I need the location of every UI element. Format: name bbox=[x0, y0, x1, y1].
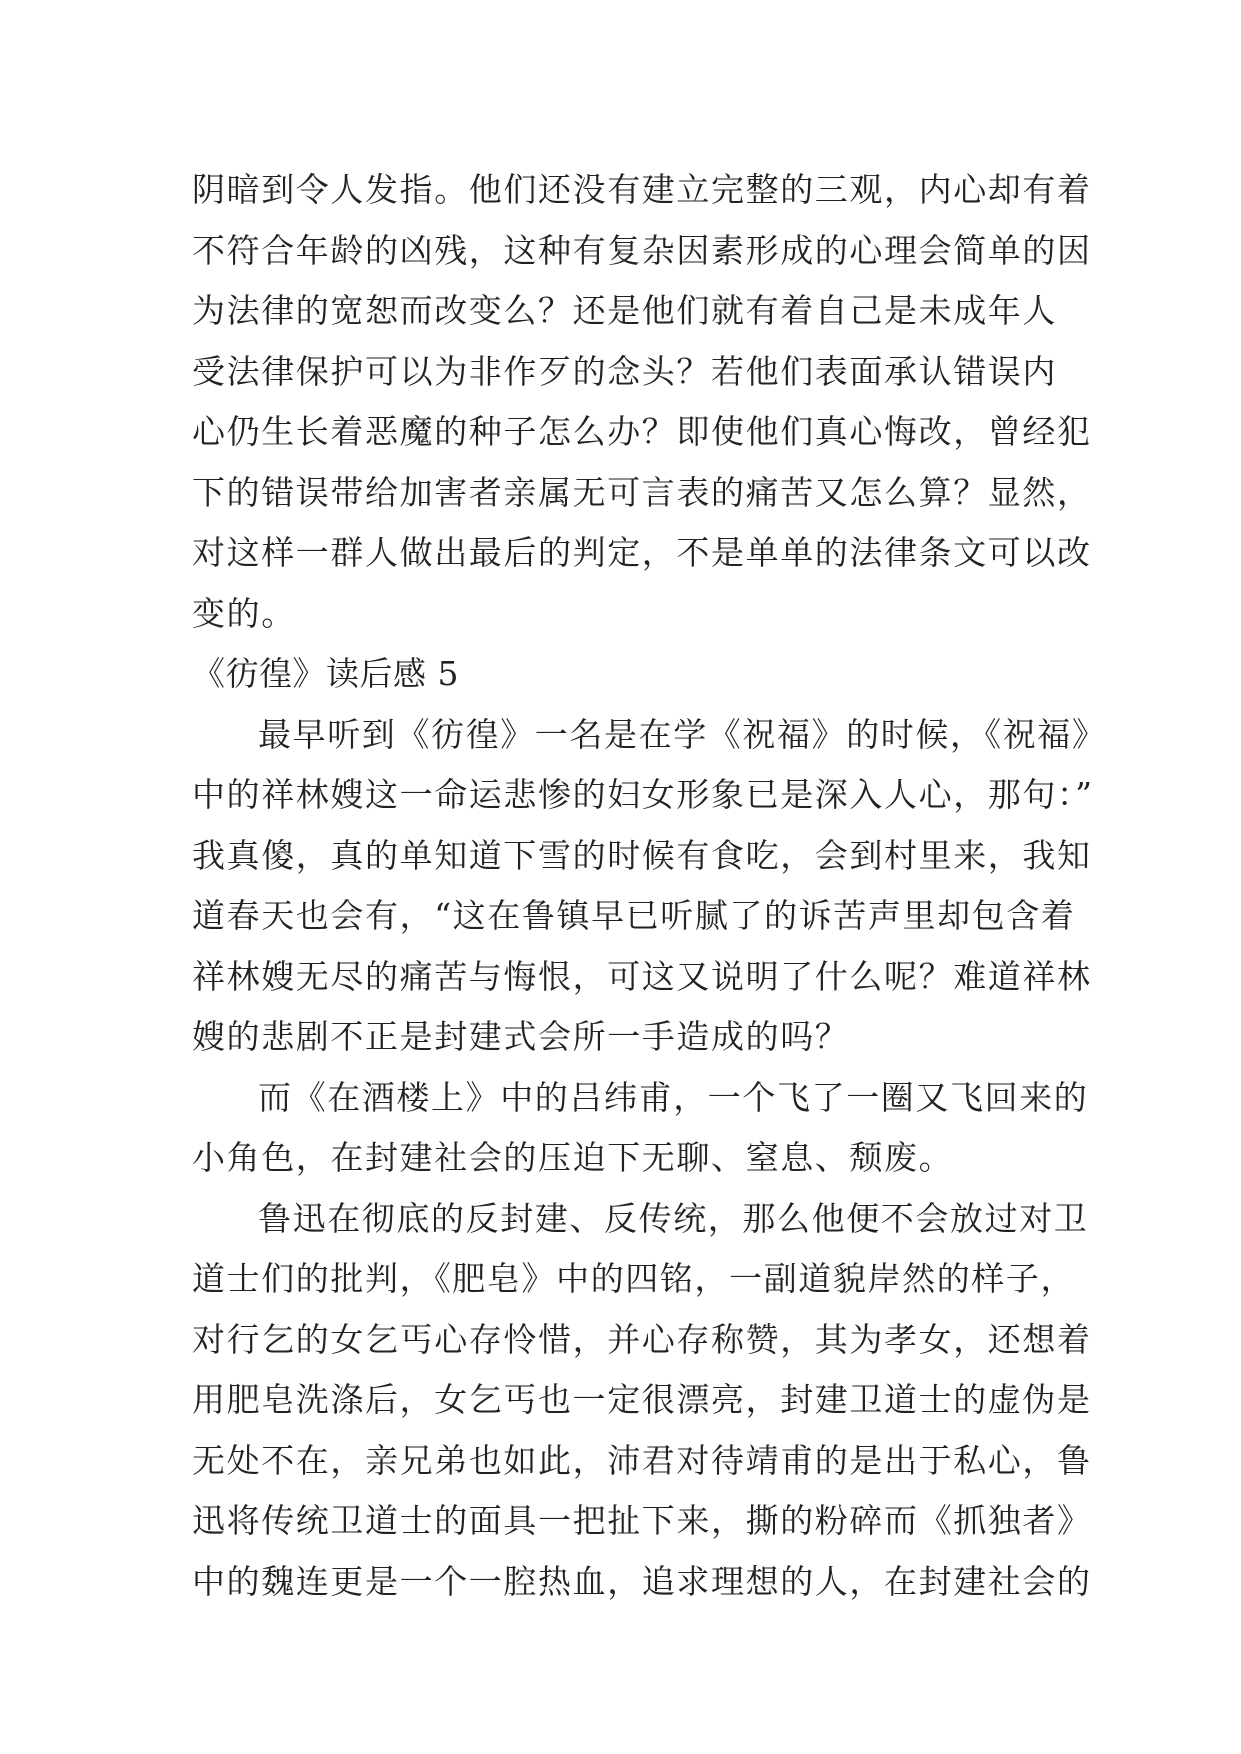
text-line: 变的。 bbox=[192, 593, 296, 633]
text-line: 我真傻，真的单知道下雪的时候有食吃，会到村里来，我知 bbox=[192, 835, 1092, 875]
text-line: 无处不在，亲兄弟也如此，沛君对待靖甫的是出于私心，鲁 bbox=[192, 1440, 1092, 1480]
text-line: 道春天也会有，“这在鲁镇早已听腻了的诉苦声里却包含着 bbox=[192, 896, 1076, 935]
text-line: 阴暗到令人发指。他们还没有建立完整的三观，内心却有着 bbox=[192, 170, 1092, 209]
text-line: 迅将传统卫道士的面具一把扯下来，撕的粉碎而《抓独者》 bbox=[192, 1501, 1092, 1540]
text-line: 嫂的悲剧不正是封建式会所一手造成的吗？ bbox=[192, 1017, 850, 1056]
paragraph-first-line: 最早听到《彷徨》一名是在学《祝福》的时候，《祝福》 bbox=[258, 714, 1107, 754]
text-line: 下的错误带给加害者亲属无可言表的痛苦又怎么算？显然， bbox=[192, 472, 1092, 512]
section-title: 《彷徨》读后感 5 bbox=[192, 654, 459, 693]
document-body bbox=[192, 160, 1107, 1612]
text-line: 心仍生长着恶魔的种子怎么办？即使他们真心悔改，曾经犯 bbox=[192, 412, 1092, 451]
text-line: 祥林嫂无尽的痛苦与悔恨，可这又说明了什么呢？难道祥林 bbox=[192, 956, 1092, 996]
text-line: 为法律的宽恕而改变么？还是他们就有着自己是未成年人 bbox=[192, 291, 1057, 330]
text-line: 中的祥林嫂这一命运悲惨的妇女形象已是深入人心，那句：” bbox=[192, 775, 1094, 814]
text-line: 对行乞的女乞丐心存怜惜，并心存称赞，其为孝女，还想着 bbox=[192, 1319, 1092, 1359]
text-line: 小角色，在封建社会的压迫下无聊、窒息、颓废。 bbox=[192, 1138, 954, 1177]
text-line: 中的魏连更是一个一腔热血，追求理想的人，在封建社会的 bbox=[192, 1561, 1092, 1601]
text-line: 不符合年龄的凶残，这种有复杂因素形成的心理会简单的因 bbox=[192, 230, 1092, 270]
paragraph-first-line: 而《在酒楼上》中的吕纬甫，一个飞了一圈又飞回来的 bbox=[258, 1077, 1089, 1117]
paragraph-first-line: 鲁迅在彻底的反封建、反传统，那么他便不会放过对卫 bbox=[258, 1198, 1089, 1238]
text-line: 用肥皂洗涤后，女乞丐也一定很漂亮，封建卫道士的虚伪是 bbox=[192, 1380, 1092, 1419]
text-line: 受法律保护可以为非作歹的念头？若他们表面承认错误内 bbox=[192, 351, 1057, 391]
text-line: 道士们的批判，《肥皂》中的四铭，一副道貌岸然的样子， bbox=[192, 1259, 1076, 1298]
text-line: 对这样一群人做出最后的判定，不是单单的法律条文可以改 bbox=[192, 533, 1092, 572]
